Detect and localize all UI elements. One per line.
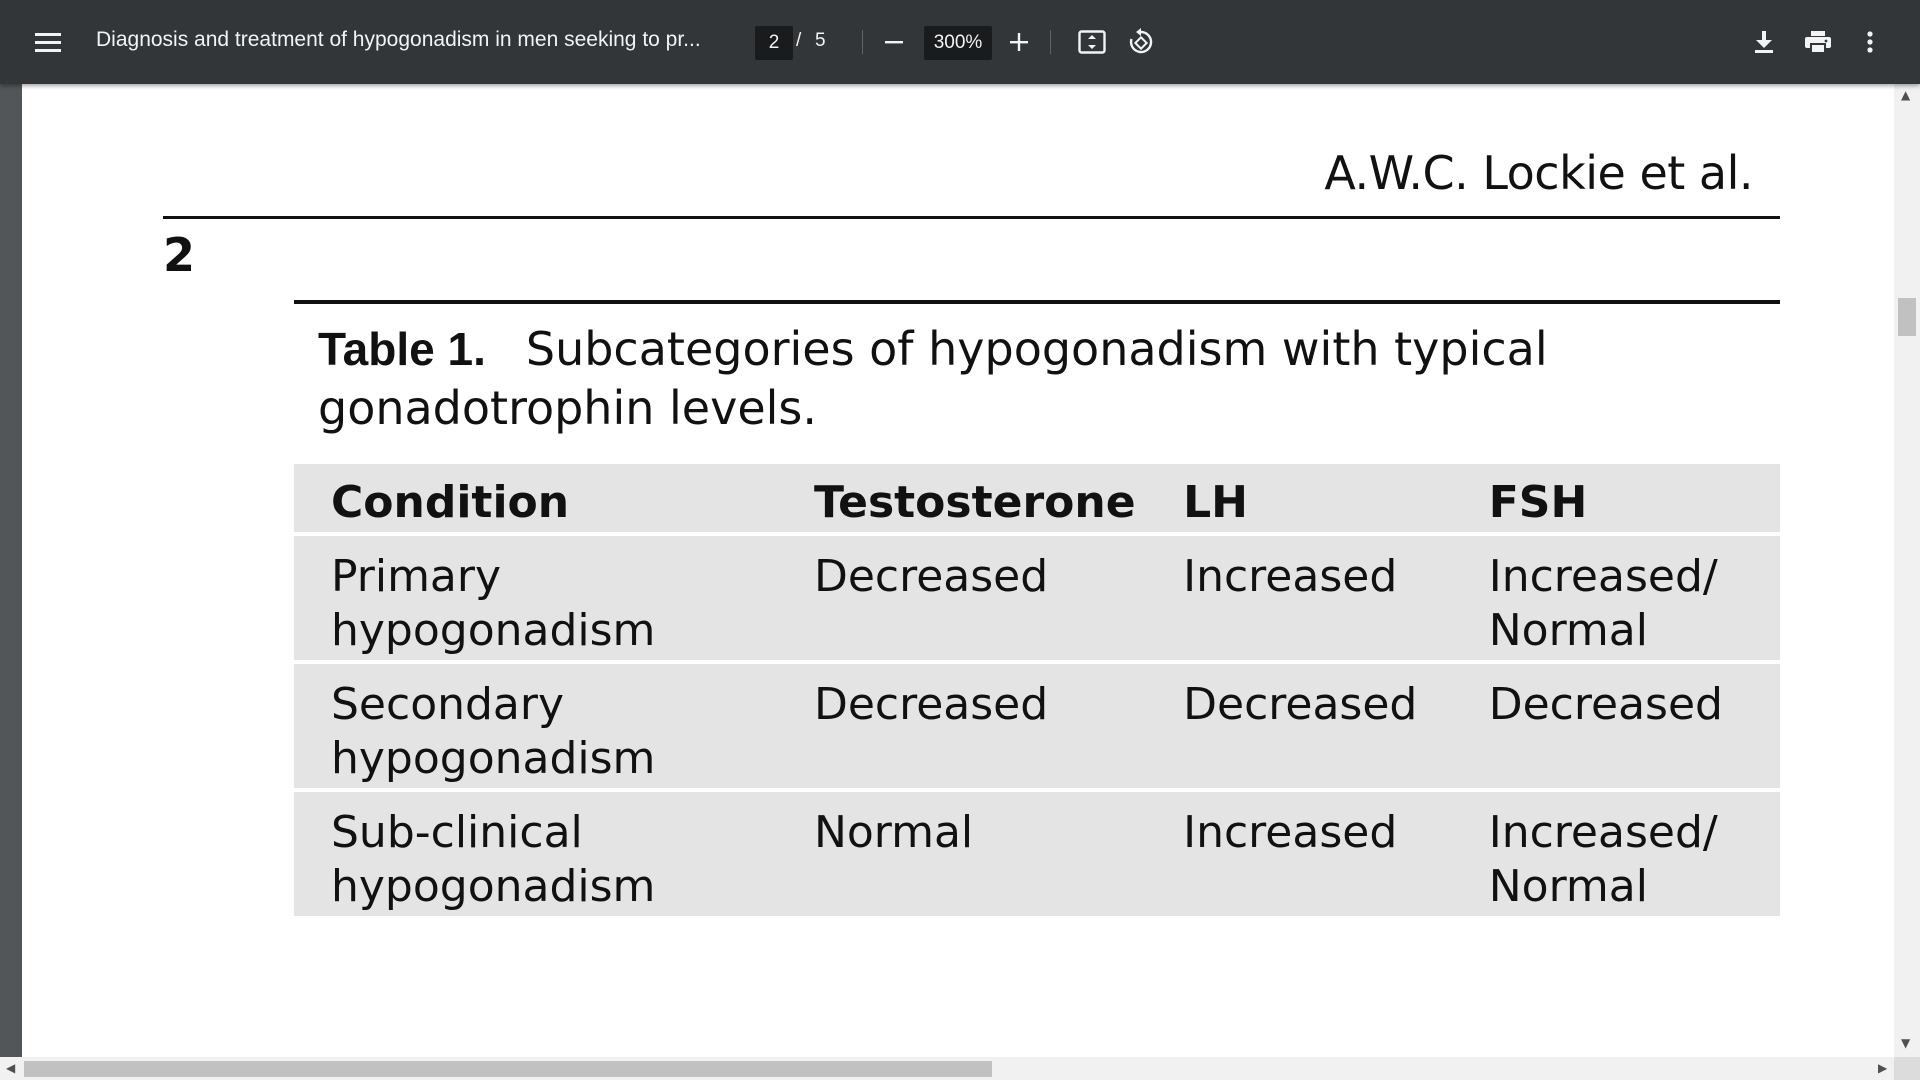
table-caption xyxy=(318,320,1778,438)
menu-icon[interactable] xyxy=(30,27,66,57)
table-cell: Decreased xyxy=(814,664,1183,788)
toolbar-divider xyxy=(1050,30,1051,54)
zoom-level-input[interactable] xyxy=(924,26,992,60)
table-cell: Increased xyxy=(1183,536,1489,660)
table-caption-text: Subcategories of hypogonadism with typical gonadotrophin levels. xyxy=(318,322,1548,435)
page-number: 2 xyxy=(163,228,196,282)
page-separator: / xyxy=(796,30,802,51)
table-cell: Increased xyxy=(1183,792,1489,916)
plus-icon[interactable] xyxy=(1005,28,1033,56)
table-cell: Secondary hypogonadism xyxy=(294,664,814,788)
download-icon[interactable] xyxy=(1750,28,1778,56)
print-icon[interactable] xyxy=(1803,28,1833,56)
vertical-scrollbar[interactable] xyxy=(1894,84,1920,1057)
table-cell: Sub-clinical hypogonadism xyxy=(294,792,814,916)
hypogonadism-table xyxy=(294,460,1780,920)
running-header: A.W.C. Lockie et al. xyxy=(1324,146,1753,200)
column-header: Testosterone xyxy=(814,464,1183,532)
pdf-page xyxy=(22,84,1894,1057)
table-cell: Normal xyxy=(814,792,1183,916)
vertical-scroll-thumb[interactable] xyxy=(1898,298,1916,336)
table-cell: Decreased xyxy=(1183,664,1489,788)
rotate-icon[interactable] xyxy=(1126,28,1156,56)
more-vert-icon[interactable] xyxy=(1858,28,1882,56)
column-header: FSH xyxy=(1489,464,1780,532)
table-row xyxy=(294,792,1780,916)
scroll-up-arrow-icon[interactable]: ▲ xyxy=(1901,88,1911,102)
header-rule xyxy=(163,216,1780,219)
column-header: Condition xyxy=(294,464,814,532)
horizontal-scroll-thumb[interactable] xyxy=(24,1061,992,1077)
document-title: Diagnosis and treatment of hypogonadism in men seeking to pr... xyxy=(96,28,701,51)
table-header-row xyxy=(294,464,1780,532)
fit-page-icon[interactable] xyxy=(1077,28,1107,56)
scroll-left-arrow-icon[interactable]: ◀ xyxy=(6,1061,16,1075)
table-top-rule xyxy=(294,300,1780,304)
table-cell: Decreased xyxy=(814,536,1183,660)
toolbar-divider xyxy=(862,30,863,54)
column-header: LH xyxy=(1183,464,1489,532)
table-cell: Increased/ Normal xyxy=(1489,792,1780,916)
table-caption-label: Table 1. xyxy=(318,323,486,375)
minus-icon[interactable] xyxy=(880,28,908,56)
table-cell: Primary hypogonadism xyxy=(294,536,814,660)
table-cell: Increased/ Normal xyxy=(1489,536,1780,660)
pdf-toolbar xyxy=(0,0,1920,84)
table-row xyxy=(294,536,1780,660)
page-number-input[interactable] xyxy=(755,26,793,60)
table-cell: Decreased xyxy=(1489,664,1780,788)
scrollbar-corner xyxy=(1894,1057,1920,1080)
total-pages: 5 xyxy=(815,30,826,51)
scroll-right-arrow-icon[interactable]: ▶ xyxy=(1878,1061,1888,1075)
table-row xyxy=(294,664,1780,788)
scroll-down-arrow-icon[interactable]: ▼ xyxy=(1901,1036,1911,1050)
